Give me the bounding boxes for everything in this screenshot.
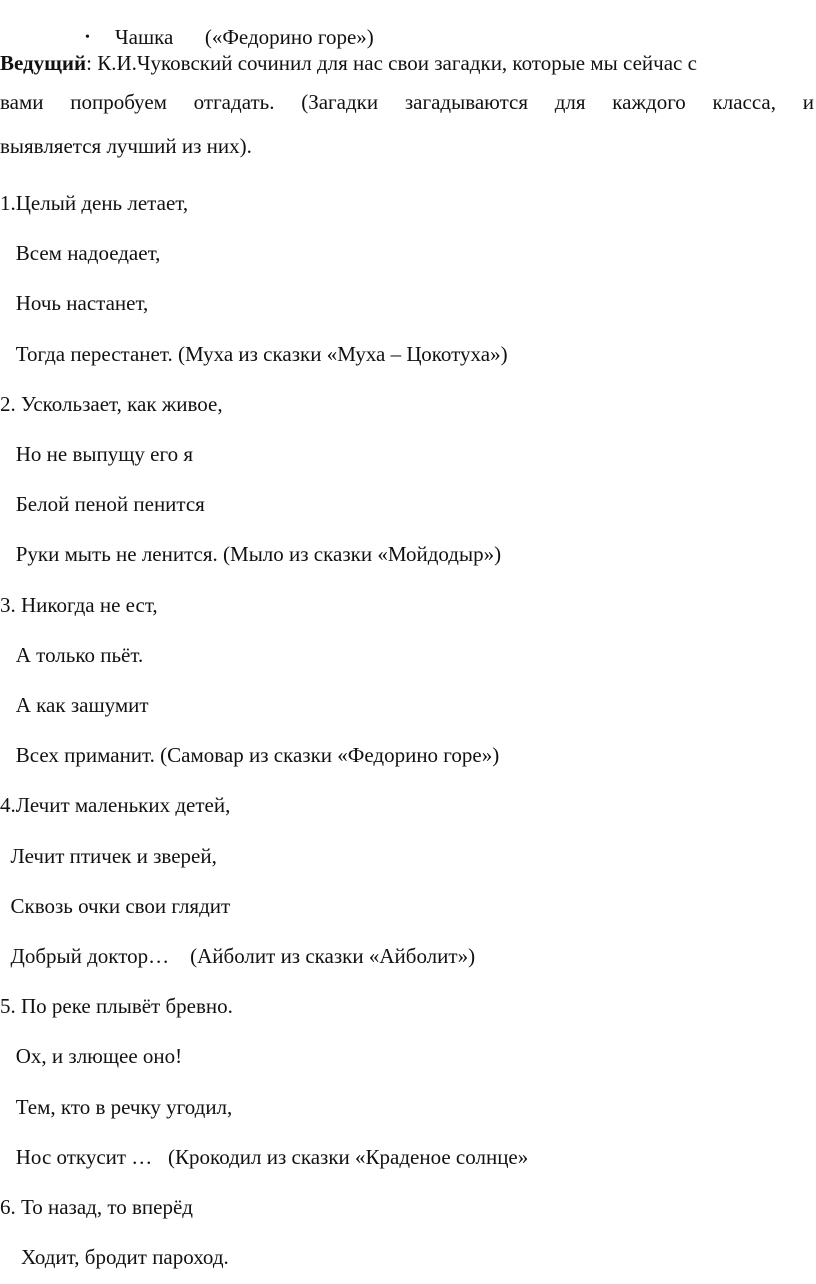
intro-word: загадываются [404, 90, 528, 114]
intro-word: (Загадки [301, 90, 379, 114]
riddle-2-line-2: Но не выпущу его я [0, 442, 193, 466]
intro-word: для [554, 90, 586, 114]
riddle-3-line-3: А как зашумит [0, 693, 149, 717]
intro-word: вами [0, 90, 44, 114]
riddle-1-line-4: Тогда перестанет. (Муха из сказки «Муха – Цокотуха») [0, 342, 508, 366]
riddle-2-line-3: Белой пеной пенится [0, 492, 205, 516]
riddle-3-line-1: 3. Никогда не ест, [0, 593, 158, 617]
riddle-1-line-1: 1.Целый день летает, [0, 191, 189, 215]
riddle-5-line-2: Ох, и злющее оно! [0, 1044, 183, 1068]
intro-word: и [802, 90, 814, 114]
intro-line-2 [0, 92, 814, 113]
riddle-5-line-4: Нос откусит … (Крокодил из сказки «Краденое солнце» [0, 1145, 529, 1169]
riddle-3-line-4: Всех приманит. (Самовар из сказки «Федорино горе») [0, 743, 500, 767]
intro-word: отгадать. [193, 90, 275, 114]
speaker-label: Ведущий [0, 51, 87, 75]
riddle-6-line-2: Ходит, бродит пароход. [0, 1245, 229, 1269]
riddle-2-line-4: Руки мыть не ленится. (Мыло из сказки «Мойдодыр») [0, 542, 502, 566]
bullet-icon: • [85, 30, 90, 45]
intro-line-1 [0, 53, 814, 74]
intro-word: каждого [612, 90, 686, 114]
riddle-4-line-1: 4.Лечит маленьких детей, [0, 793, 231, 817]
riddle-3-line-2: А только пьёт. [0, 643, 144, 667]
bullet-item-text: Чашка («Федорино горе») [115, 25, 374, 49]
intro-word: класса, [712, 90, 777, 114]
riddle-5-line-1: 5. По реке плывёт бревно. [0, 994, 233, 1018]
riddle-1-line-3: Ночь настанет, [0, 291, 149, 315]
intro-word: попробуем [70, 90, 167, 114]
riddle-2-line-1: 2. Ускользает, как живое, [0, 392, 223, 416]
intro-line-3: выявляется лучший из них). [0, 134, 252, 158]
riddle-5-line-3: Тем, кто в речку угодил, [0, 1095, 233, 1119]
riddle-4-line-3: Сквозь очки свои глядит [0, 894, 231, 918]
intro-text-1: : К.И.Чуковский сочинил для нас свои загадки, которые мы сейчас с [86, 51, 697, 75]
riddle-4-line-2: Лечит птичек и зверей, [0, 844, 217, 868]
riddle-1-line-2: Всем надоедает, [0, 241, 161, 265]
riddle-4-line-4: Добрый доктор… (Айболит из сказки «Айболит») [0, 944, 476, 968]
riddle-6-line-1: 6. То назад, то вперёд [0, 1195, 193, 1219]
